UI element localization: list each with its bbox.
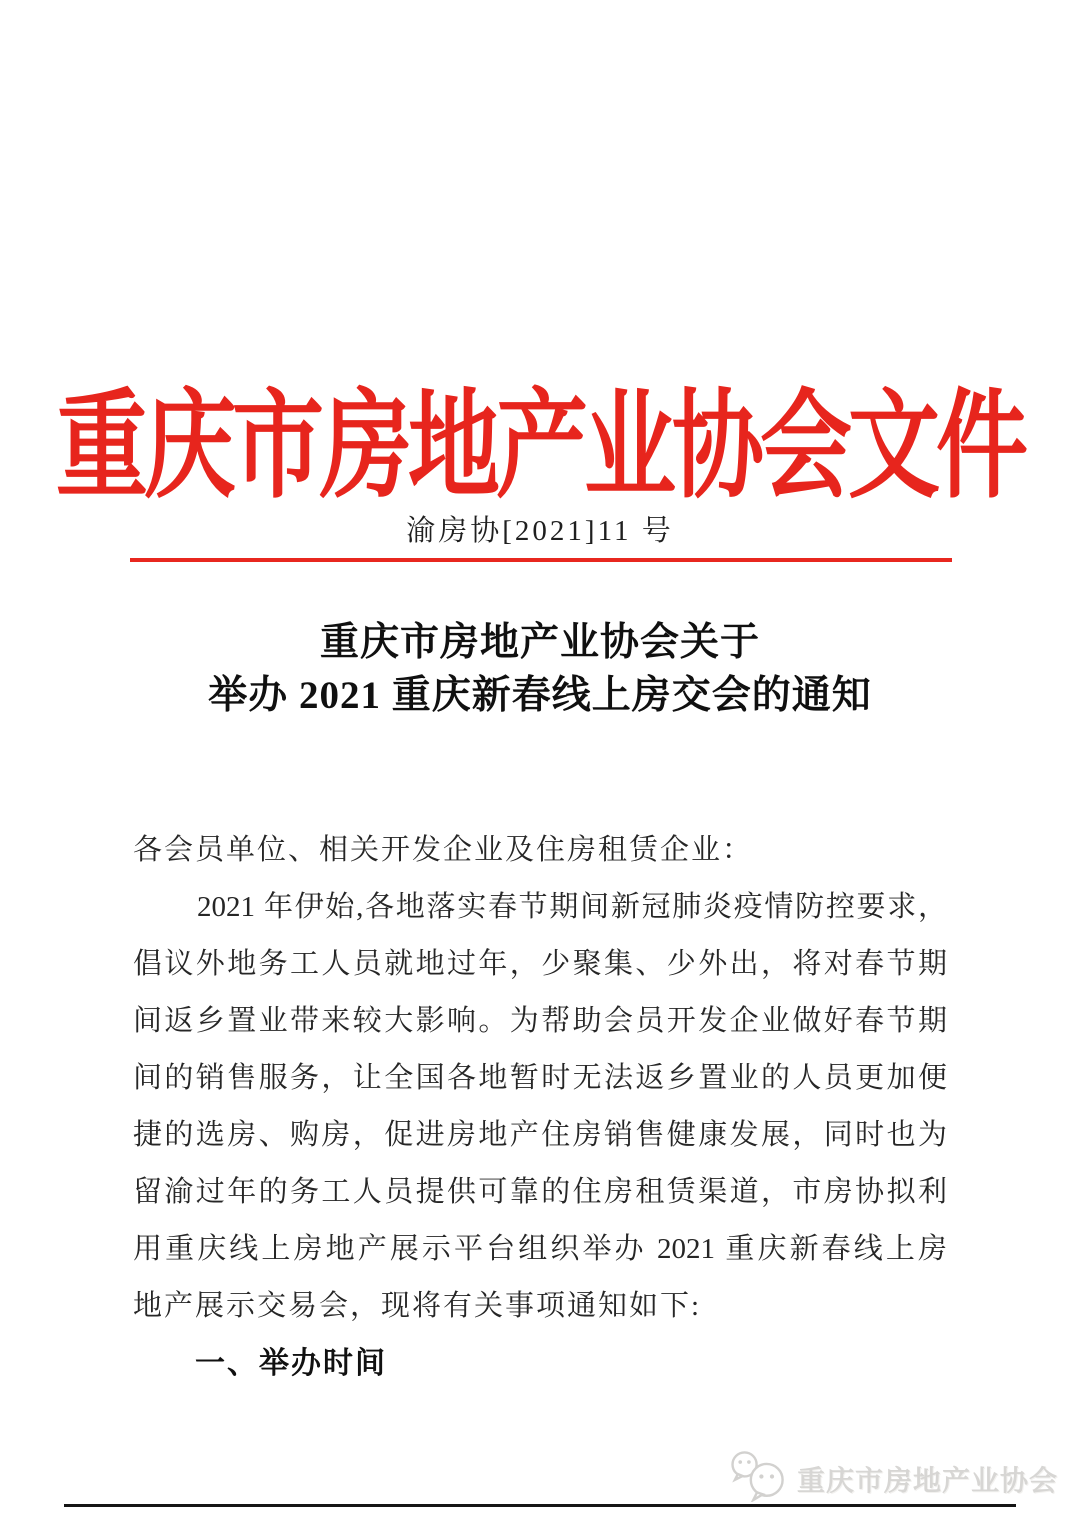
paragraph-line: 留渝过年的务工人员提供可靠的住房租赁渠道，市房协拟利 xyxy=(133,1176,947,1208)
letterhead-org-title: 重庆市房地产业协会文件 xyxy=(55,381,1024,512)
wechat-icon xyxy=(728,1450,790,1507)
paragraph-line: 地产展示交易会，现将有关事项通知如下: xyxy=(133,1290,702,1322)
notice-title-line1: 重庆市房地产业协会关于 xyxy=(319,621,760,664)
watermark-account-name: 重庆市房地产业协会 xyxy=(796,1464,1058,1496)
section-heading: 一、举办时间 xyxy=(195,1347,387,1380)
notice-title-line2: 举办 2021 重庆新春线上房交会的通知 xyxy=(208,674,872,717)
notice-title xyxy=(0,616,1080,722)
paragraph-line: 用重庆线上房地产展示平台组织举办 2021 重庆新春线上房 xyxy=(133,1233,947,1265)
paragraph-line: 倡议外地务工人员就地过年，少聚集、少外出，将对春节期 xyxy=(133,948,947,980)
notice-body xyxy=(133,822,947,1392)
paragraph-line: 捷的选房、购房，促进房地产住房销售健康发展，同时也为 xyxy=(133,1119,947,1151)
account-watermark xyxy=(728,1450,1058,1507)
paragraph-line: 间的销售服务，让全国各地暂时无法返乡置业的人员更加便 xyxy=(133,1062,947,1094)
paragraph-line: 2021 年伊始,各地落实春节期间新冠肺炎疫情防控要求， xyxy=(197,891,947,923)
paragraph-line: 间返乡置业带来较大影响。为帮助会员开发企业做好春节期 xyxy=(133,1005,947,1037)
bottom-separator-line xyxy=(64,1504,1016,1507)
red-separator-line xyxy=(130,558,952,562)
document-number: 渝房协[2021]11 号 xyxy=(406,515,674,547)
salutation-line: 各会员单位、相关开发企业及住房租赁企业： xyxy=(133,834,754,866)
